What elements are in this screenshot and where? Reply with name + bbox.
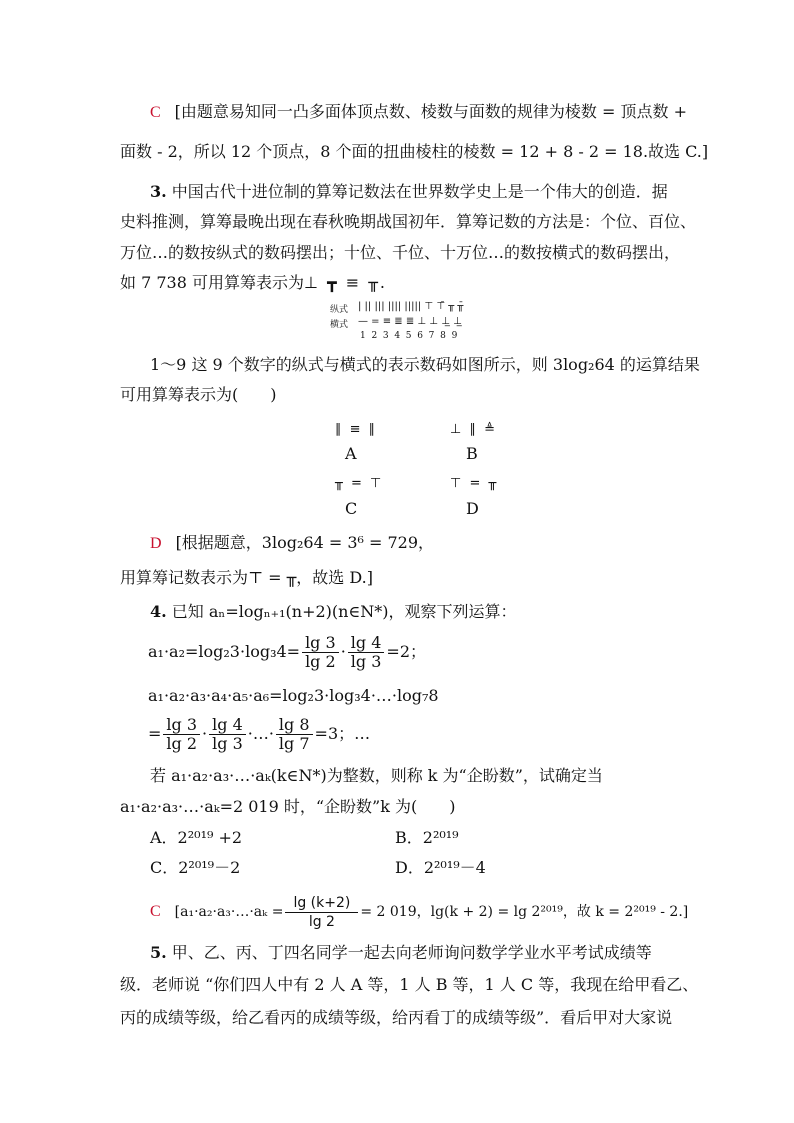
rod-table-row2-label: 横式 [330, 320, 349, 330]
q3-stem-line2: 史料推测，算筹最晚出现在春秋晚期战国初年．算筹记数的方法是：个位、百位、 [120, 212, 697, 231]
q2-solution-line2: 面数 - 2，所以 12 个顶点，8 个面的扭曲棱柱的棱数 = 12 + 8 - 2 = 18.故选 C.] [120, 142, 709, 161]
q4-calc-line3: = $\frac{\lg 3}{\lg 2}$ · $\frac{\lg 4}{\lg 3}$ ·…· $\frac{\lg 8}{\lg 7}$ =3；… [148, 714, 371, 753]
q3-option-c-label: C [345, 499, 358, 518]
q3-option-b-label: B [466, 444, 478, 463]
q3-option-d-rods: ⊤ = ╥ [450, 476, 499, 491]
rod-7738: ⊥ ┳ ≡ ╥ [303, 273, 380, 292]
q3-stem-line3: 万位…的数按纵式的数码摆出；十位、千位、十万位…的数按横式的数码摆出， [120, 243, 681, 262]
q4-option-d: D．2²⁰¹⁹－4 [395, 858, 486, 877]
q4-calc-line1: a₁·a₂=log₂3·log₃4= $\frac{\lg 3}{\lg 2}$ · $\frac{\lg 4}{\lg 3}$ =2； [148, 632, 426, 671]
q4-solution: C [a₁·a₂·a₃·…·aₖ = $\frac{\lg (k+2)}{\lg 2}$ = 2 019，lg(k + 2) = lg 2²⁰¹⁹，故 k = 2²⁰¹⁹ - 2.] [150, 894, 689, 930]
q4-option-c: C．2²⁰¹⁹－2 [150, 858, 241, 877]
q2-answer: C [150, 104, 161, 121]
fraction: $\frac{\lg 3}{\lg 2}$ [163, 716, 200, 753]
q3-stem-line4: 如 7 738 可用算筹表示为⊥ ┳ ≡ ╥. [120, 273, 385, 292]
rod-table-digits: 1 2 3 4 5 6 7 8 9 [360, 331, 458, 341]
q5-stem-line2: 级．老师说 “你们四人中有 2 人 A 等，1 人 B 等，1 人 C 等，我现在给甲看乙、 [120, 975, 699, 994]
q3-stem-line6: 可用算筹表示为( ) [120, 385, 277, 404]
fraction: $\frac{\lg 4}{\lg 3}$ [348, 634, 385, 671]
fraction: $\frac{\lg 4}{\lg 3}$ [209, 716, 246, 753]
q5-number: 5. [150, 943, 167, 962]
q3-solution-line2: 用算筹记数表示为⊤ = ╥，故选 D.] [120, 568, 373, 587]
q5-stem-line1: 5. 甲、乙、丙、丁四名同学一起去向老师询问数学学业水平考试成绩等 [150, 943, 652, 962]
q3-option-d-label: D [466, 499, 479, 518]
rod-table-row1: | || ||| |||| ||||| ⊤ ⊤̄ ╥ ╥̄ [358, 301, 464, 312]
rod-table-row1-label: 纵式 [330, 305, 349, 315]
q3-stem-line1: 3. 中国古代十进位制的算筹记数法在世界数学史上是一个伟大的创造．据 [150, 182, 668, 201]
rod-table [330, 302, 510, 344]
fraction: $\frac{\lg (k+2)}{\lg 2}$ [285, 894, 358, 931]
q5-stem-line3: 丙的成绩等级，给乙看丙的成绩等级，给丙看丁的成绩等级”．看后甲对大家说 [120, 1008, 673, 1027]
q3-option-a-rods: ∥ ≡ ∥ [335, 422, 378, 437]
q4-calc-line2: a₁·a₂·a₃·a₄·a₅·a₆=log₂3·log₃4·…·log₇8 [148, 686, 439, 705]
q3-answer: D [150, 535, 162, 552]
q3-option-c-rods: ╥ = ⊤ [335, 476, 384, 491]
q3-solution-line1: D [根据题意，3log₂64 = 3⁶ = 729， [150, 533, 435, 552]
q3-stem-line5: 1～9 这 9 个数字的纵式与横式的表示数码如图所示，则 3log₂64 的运算结果 [150, 355, 700, 374]
q4-option-a: A．2²⁰¹⁹ +2 [150, 828, 243, 847]
q4-stem-line2: 若 a₁·a₂·a₃·…·aₖ(k∈N*)为整数，则称 k 为“企盼数”，试确定当 [150, 766, 603, 785]
q4-number: 4. [150, 602, 167, 621]
q3-option-b-rods: ⊥ ∥ ≜ [450, 422, 497, 437]
fraction: $\frac{\lg 8}{\lg 7}$ [276, 716, 313, 753]
q4-stem: 4. 已知 aₙ=logₙ₊₁(n+2)(n∈N*)，观察下列运算： [150, 602, 517, 621]
q4-answer: C [150, 903, 161, 920]
rod-table-row2: — = ≡ ≣ ≣ ⊥ ⊥ ⊥̲ ⊥̲ [358, 316, 462, 327]
q3-option-a-label: A [345, 444, 357, 463]
q3-number: 3. [150, 182, 167, 201]
fraction: $\frac{\lg 3}{\lg 2}$ [302, 634, 339, 671]
q4-option-b: B．2²⁰¹⁹ [395, 828, 459, 847]
q2-solution-line1: C [由题意易知同一凸多面体顶点数、棱数与面数的规律为棱数 = 顶点数 + [150, 102, 687, 121]
q4-stem-line3: a₁·a₂·a₃·…·aₖ=2 019 时，“企盼数”k 为( ) [120, 797, 456, 816]
